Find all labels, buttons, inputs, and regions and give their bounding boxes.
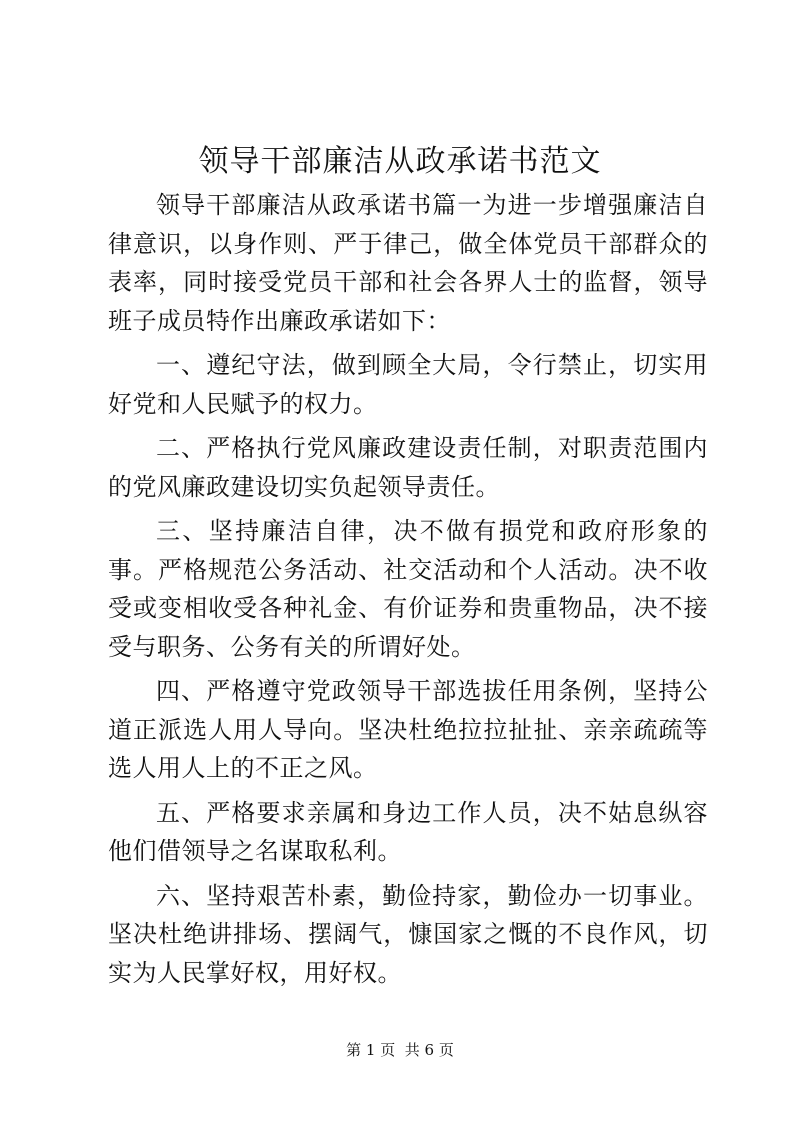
page-number-label: 第 1 页 共 6 页 [346,1041,454,1059]
paragraph-item-5: 五、严格要求亲属和身边工作人员，决不姑息纵容他们借领导之名谋取私利。 [108,798,708,865]
page-footer [0,1040,800,1060]
paragraph-intro: 领导干部廉洁从政承诺书篇一为进一步增强廉洁自律意识，以身作则、严于律己，做全体党员干部群众的表率，同时接受党员干部和社会各界人士的监督，领导班子成员特作出廉政承诺如下： [108,191,708,335]
document-title: 领导干部廉洁从政承诺书范文 [198,144,602,179]
paragraph-item-3: 三、坚持廉洁自律，决不做有损党和政府形象的事。严格规范公务活动、社交活动和个人活动。决不收受或变相收受各种礼金、有价证券和贵重物品，决不接受与职务、公务有关的所谓好处。 [108,517,708,661]
paragraph-item-4: 四、严格遵守党政领导干部选拔任用条例，坚持公道正派选人用人导向。坚决杜绝拉拉扯扯、亲亲疏疏等选人用人上的不正之风。 [108,677,708,782]
paragraph-item-6: 六、坚持艰苦朴素，勤俭持家，勤俭办一切事业。坚决杜绝讲排场、摆阔气，慷国家之慨的不良作风，切实为人民掌好权，用好权。 [108,881,708,987]
paragraph-item-2: 二、严格执行党风廉政建设责任制，对职责范围内的党风廉政建设切实负起领导责任。 [108,434,708,501]
document-body [108,186,708,998]
paragraph-item-1: 一、遵纪守法，做到顾全大局，令行禁止，切实用好党和人民赋予的权力。 [108,351,708,418]
